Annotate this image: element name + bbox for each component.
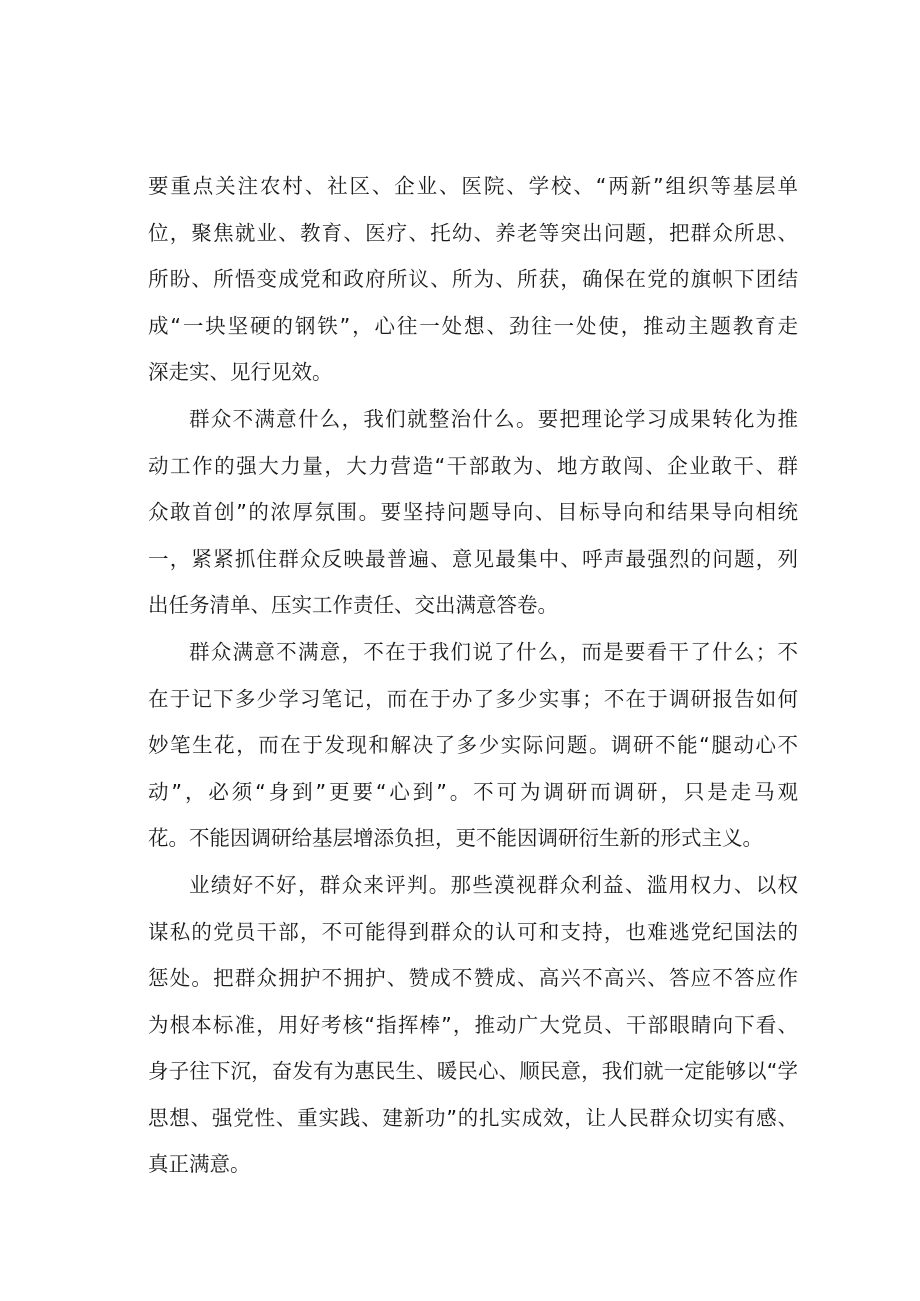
text-line: 身子往下沉，奋发有为惠民生、暖民心、顺民意，我们就一定能够以“学 bbox=[148, 1059, 798, 1084]
text-line: 动”，必须“身到”更要“心到”。不可为调研而调研，只是走马观 bbox=[148, 779, 798, 804]
text-line: 所盼、所悟变成党和政府所议、所为、所获，确保在党的旗帜下团结 bbox=[148, 267, 798, 292]
text-line: 谋私的党员干部，不可能得到群众的认可和支持，也难逃党纪国法的 bbox=[148, 919, 798, 944]
paragraph-1 bbox=[148, 163, 798, 396]
text-line: 位，聚焦就业、教育、医疗、托幼、养老等突出问题，把群众所思、 bbox=[148, 220, 798, 245]
text-line: 真正满意。 bbox=[148, 1152, 251, 1177]
text-line: 妙笔生花，而在于发现和解决了多少实际问题。调研不能“腿动心不 bbox=[148, 733, 798, 758]
text-line: 为根本标准，用好考核“指挥棒”，推动广大党员、干部眼睛向下看、 bbox=[148, 1012, 798, 1037]
paragraph-2 bbox=[148, 396, 798, 629]
text-line: 要重点关注农村、社区、企业、医院、学校、“两新”组织等基层单 bbox=[148, 174, 798, 198]
text-line: 群众满意不满意，不在于我们说了什么，而是要看干了什么；不 bbox=[189, 639, 798, 664]
text-line: 思想、强党性、重实践、建新功”的扎实成效，让人民群众切实有感、 bbox=[148, 1105, 798, 1130]
text-line: 惩处。把群众拥护不拥护、赞成不赞成、高兴不高兴、答应不答应作 bbox=[148, 966, 798, 991]
text-line: 出任务清单、压实工作责任、交出满意答卷。 bbox=[148, 593, 558, 618]
text-line: 一，紧紧抓住群众反映最普遍、意见最集中、呼声最强烈的问题，列 bbox=[148, 546, 798, 571]
paragraph-4 bbox=[148, 862, 798, 1188]
text-line: 花。不能因调研给基层增添负担，更不能因调研衍生新的形式主义。 bbox=[148, 826, 763, 851]
text-line: 群众不满意什么，我们就整治什么。要把理论学习成果转化为推 bbox=[189, 406, 798, 431]
text-line: 众敢首创”的浓厚氛围。要坚持问题导向、目标导向和结果导向相统 bbox=[148, 500, 798, 525]
text-line: 成“一块坚硬的钢铁”，心往一处想、劲往一处使，推动主题教育走 bbox=[148, 313, 798, 338]
text-line: 业绩好不好，群众来评判。那些漠视群众利益、滥用权力、以权 bbox=[189, 872, 798, 897]
paragraph-3 bbox=[148, 629, 798, 862]
text-line: 动工作的强大力量，大力营造“干部敢为、地方敢闯、企业敢干、群 bbox=[148, 453, 798, 478]
text-line: 深走实、见行见效。 bbox=[148, 360, 333, 385]
text-line: 在于记下多少学习笔记，而在于办了多少实事；不在于调研报告如何 bbox=[148, 686, 798, 711]
document-body bbox=[148, 163, 798, 1188]
